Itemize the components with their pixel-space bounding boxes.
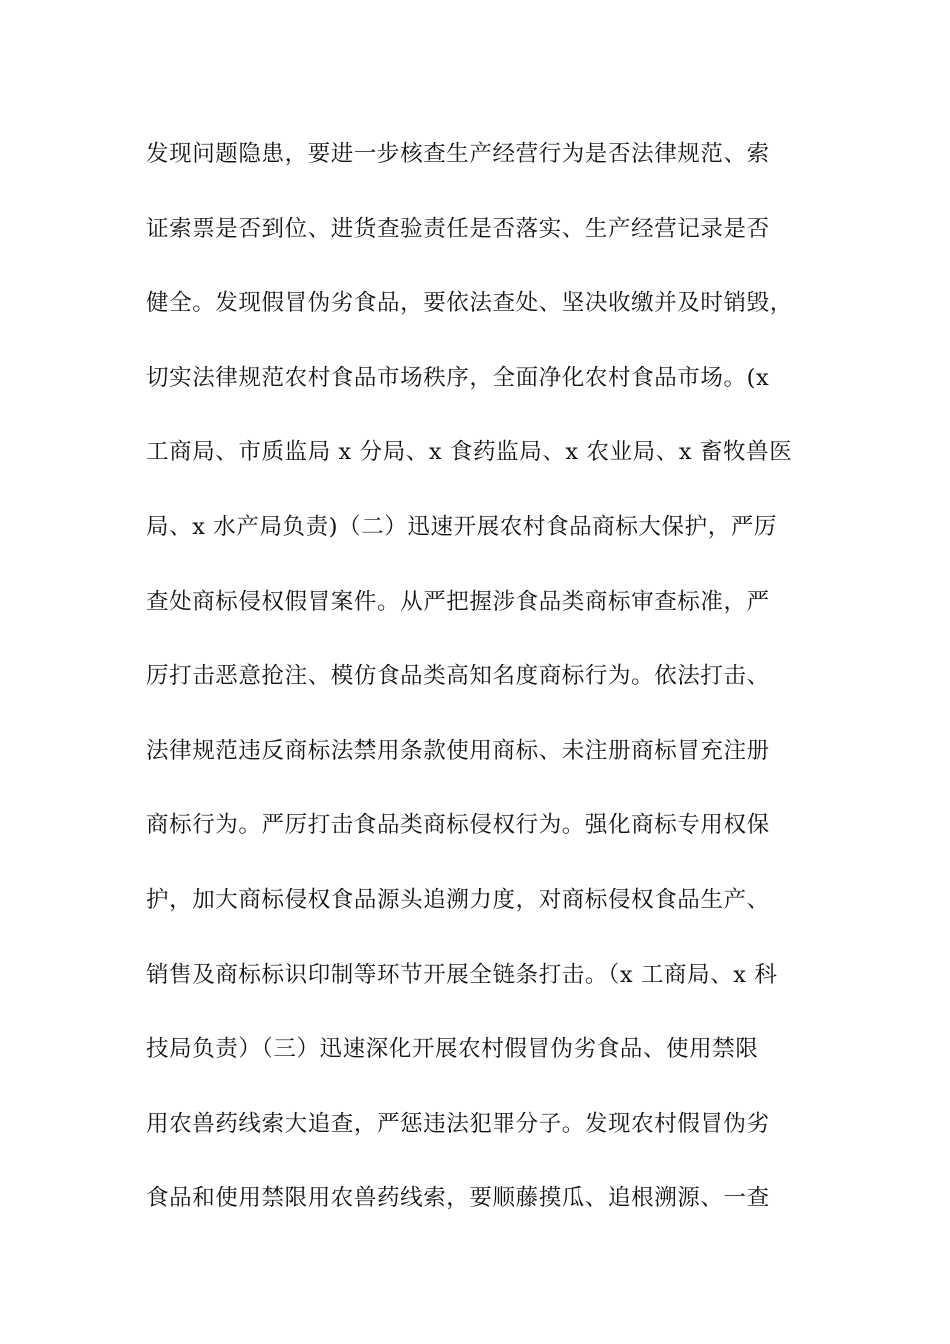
text-line: 用农兽药线索大追查，严惩违法犯罪分子。发现农村假冒伪劣 — [146, 1110, 770, 1137]
text-line: 证索票是否到位、进货查验责任是否落实、生产经营记录是否 — [146, 215, 770, 242]
text-line: 局、x 水产局负责)（二）迅速开展农村食品商标大保护，严厉 — [146, 513, 778, 540]
text-line: 销售及商标标识印制等环节开展全链条打击。（x 工商局、x 科 — [146, 961, 778, 988]
text-line: 健全。发现假冒伪劣食品，要依法查处、坚决收缴并及时销毁， — [146, 290, 793, 317]
text-line: 工商局、市质监局 x 分局、x 食药监局、x 农业局、x 畜牧兽医 — [146, 439, 793, 466]
text-line: 发现问题隐患，要进一步核查生产经营行为是否法律规范、索 — [146, 141, 770, 167]
text-line: 护，加大商标侵权食品源头追溯力度，对商标侵权食品生产、 — [146, 886, 770, 913]
body-text — [146, 131, 806, 1250]
text-line: 法律规范违反商标法禁用条款使用商标、未注册商标冒充注册 — [146, 737, 770, 764]
text-line: 切实法律规范农村食品市场秩序，全面净化农村食品市场。(x — [146, 364, 770, 391]
text-line: 查处商标侵权假冒案件。从严把握涉食品类商标审查标准，严 — [146, 588, 770, 615]
text-line: 技局负责）（三）迅速深化开展农村假冒伪劣食品、使用禁限 — [146, 1036, 759, 1063]
text-line: 厉打击恶意抢注、模仿食品类高知名度商标行为。依法打击、 — [146, 663, 770, 690]
text-line: 食品和使用禁限用农兽药线索，要顺藤摸瓜、追根溯源、一查 — [146, 1185, 770, 1212]
text-line: 商标行为。严厉打击食品类商标侵权行为。强化商标专用权保 — [146, 812, 770, 839]
